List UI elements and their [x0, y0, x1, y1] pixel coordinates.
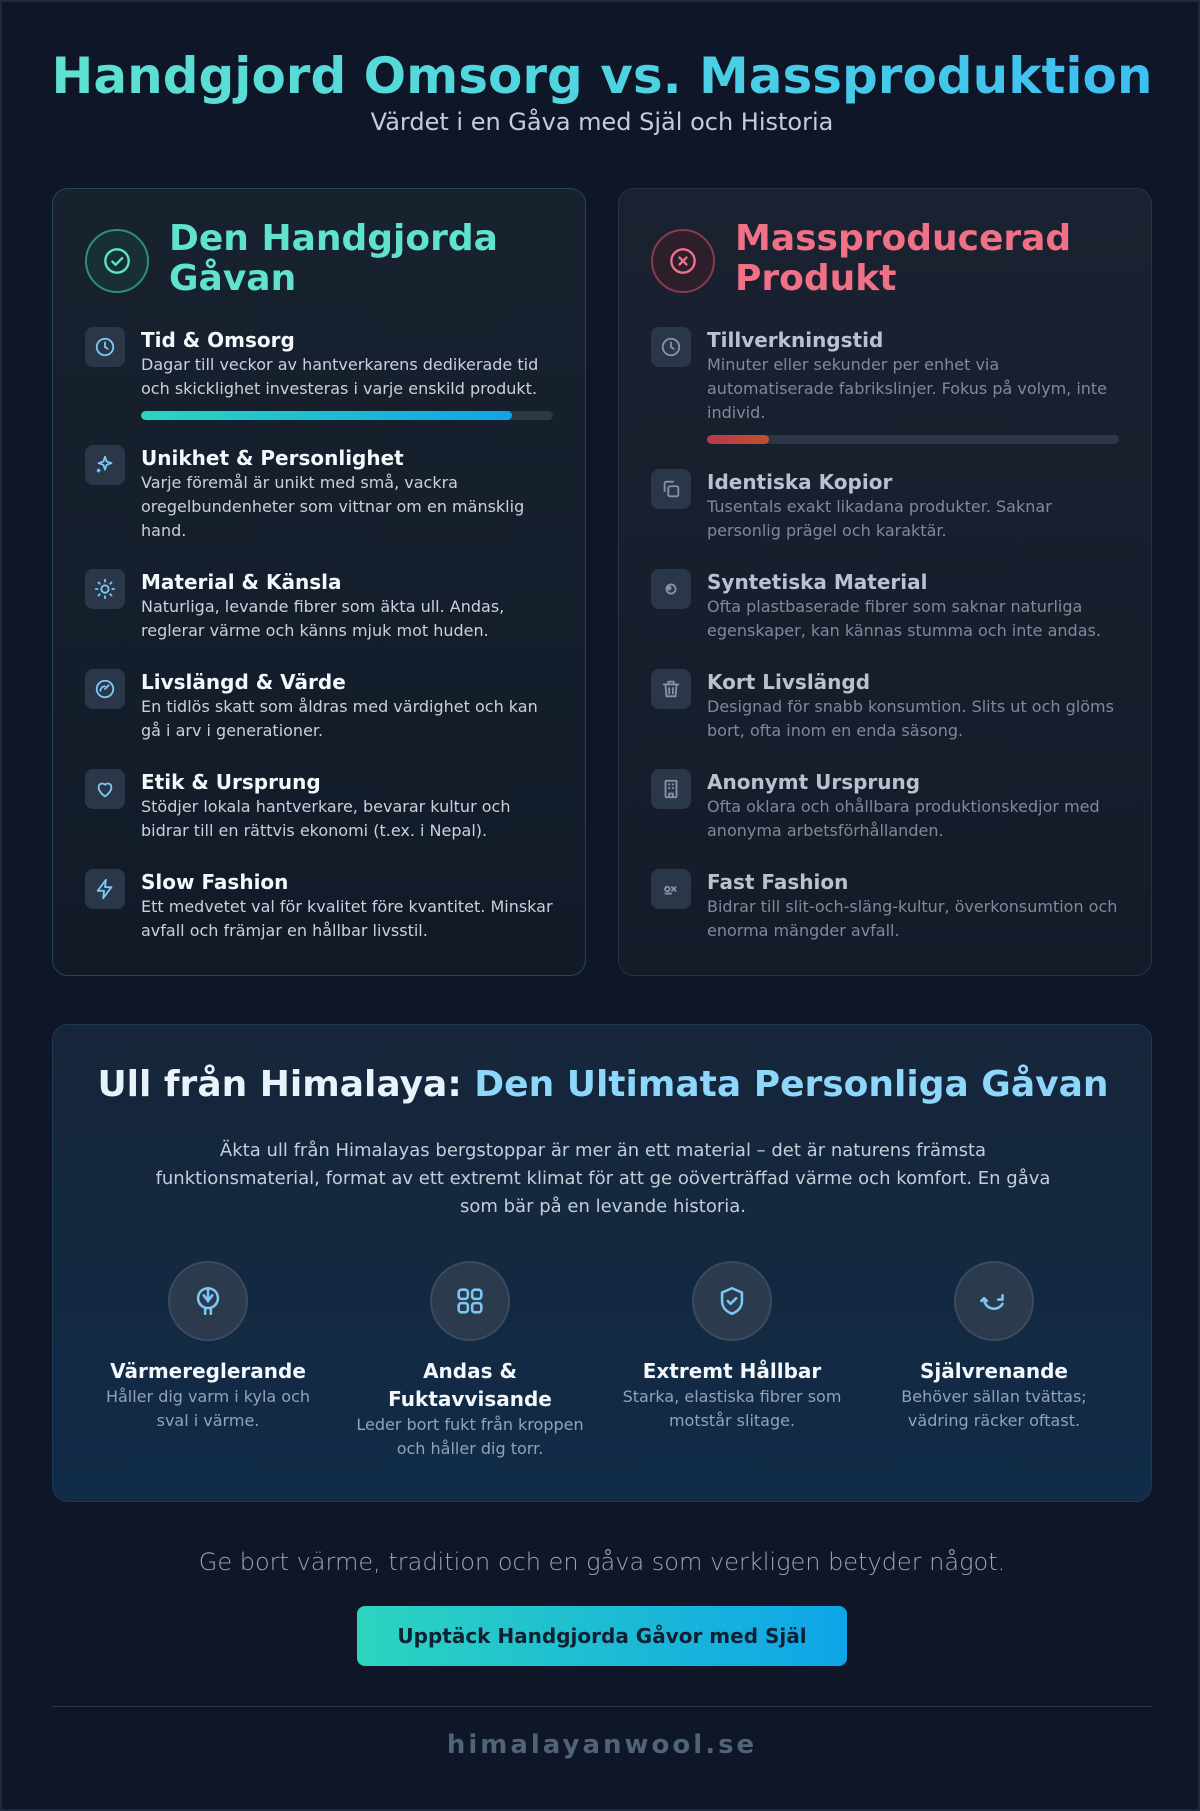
feature-title: Värmereglerande — [110, 1359, 306, 1383]
grid-icon — [430, 1261, 510, 1341]
himalaya-title-part2: Den Ultimata Personliga Gåvan — [474, 1064, 1109, 1105]
item-title: Unikhet & Personlighet — [141, 446, 404, 470]
sun-icon — [85, 569, 125, 609]
feature-text: Behöver sällan tvättas; vädring räcker oftast. — [901, 1387, 1087, 1430]
feature-durable — [612, 1261, 852, 1433]
feature-breathable — [350, 1261, 590, 1461]
copy-icon — [651, 469, 691, 509]
shield-check-icon — [692, 1261, 772, 1341]
item-title: Syntetiska Material — [707, 570, 928, 594]
x-circle-icon — [651, 229, 715, 293]
progress-bar — [141, 411, 553, 420]
item-title: Tillverkningstid — [707, 328, 884, 352]
feature-title: Självrenande — [920, 1359, 1068, 1383]
item-title: Etik & Ursprung — [141, 770, 321, 794]
discover-gifts-button[interactable]: Upptäck Handgjorda Gåvor med Själ — [357, 1606, 847, 1666]
refresh-icon — [954, 1261, 1034, 1341]
sparkles-icon — [85, 445, 125, 485]
page-title: Handgjord Omsorg vs. Massproduktion — [2, 46, 1200, 106]
clock-icon — [85, 327, 125, 367]
item-text: En tidlös skatt som åldras med värdighet och kan gå i arv i generationer. — [141, 697, 538, 740]
handmade-card — [52, 188, 586, 976]
page-subtitle: Värdet i en Gåva med Själ och Historia — [370, 108, 834, 136]
progress-fill — [141, 411, 512, 420]
trash-icon — [651, 669, 691, 709]
feature-thermo — [88, 1261, 328, 1433]
gauge-icon — [85, 669, 125, 709]
droplet-icon — [651, 569, 691, 609]
item-text: Ett medvetet val för kvalitet före kvantitet. Minskar avfall och främjar en hållbar livsstil. — [141, 897, 553, 940]
footer-divider — [52, 1706, 1152, 1707]
feature-title: Andas & Fuktavvisande — [388, 1359, 552, 1411]
progress-bar — [707, 435, 1119, 444]
item-text: Naturliga, levande fibrer som äkta ull. Andas, reglerar värme och känns mjuk mot huden. — [141, 597, 505, 640]
progress-fill — [707, 435, 769, 444]
item-text: Bidrar till slit-och-släng-kultur, överkonsumtion och enorma mängder avfall. — [707, 897, 1118, 940]
himalaya-title-part1: Ull från Himalaya: — [97, 1064, 475, 1105]
cta-tagline: Ge bort värme, tradition och en gåva som verkligen betyder något. — [198, 1548, 1006, 1576]
item-title: Fast Fashion — [707, 870, 849, 894]
clock-icon — [651, 327, 691, 367]
item-text: Stödjer lokala hantverkare, bevarar kultur och bidrar till en rättvis ekonomi (t.ex. i Nepal). — [141, 797, 511, 840]
bolt-icon — [85, 869, 125, 909]
mass-card-title: Massproducerad Produkt — [735, 218, 1072, 299]
item-text: Varje föremål är unikt med små, vackra oregelbundenheter som vittnar om en mänsklig hand. — [141, 473, 525, 540]
item-title: Anonymt Ursprung — [707, 770, 921, 794]
handmade-card-title: Den Handgjorda Gåvan — [169, 218, 498, 299]
item-text: Minuter eller sekunder per enhet via automatiserade fabrikslinjer. Fokus på volym, inte individ. — [707, 355, 1108, 422]
item-title: Kort Livslängd — [707, 670, 871, 694]
himalaya-section — [52, 1024, 1152, 1502]
thermometer-icon — [168, 1261, 248, 1341]
feature-text: Håller dig varm i kyla och sval i värme. — [105, 1387, 311, 1430]
feature-text: Starka, elastiska fibrer som motstår slitage. — [622, 1387, 842, 1430]
feature-title: Extremt Hållbar — [642, 1359, 822, 1383]
item-text: Designad för snabb konsumtion. Slits ut och glöms bort, ofta inom en enda säsong. — [707, 697, 1114, 740]
building-icon — [651, 769, 691, 809]
item-title: Material & Känsla — [141, 570, 342, 594]
himalaya-title — [53, 1063, 1153, 1107]
himalaya-description: Äkta ull från Himalayas bergstoppar är mer än ett material – det är naturens främsta funktionsmaterial, format av ett extremt klimat för att ge oöverträffad värme och komfort. En gåva som bär på en levande historia. — [155, 1140, 1051, 1217]
feature-text: Leder bort fukt från kroppen och håller dig torr. — [356, 1415, 584, 1458]
footer-brand: himalayanwool.se — [446, 1730, 758, 1760]
feature-self-cleaning — [874, 1261, 1114, 1433]
item-text: Tusentals exakt likadana produkter. Saknar personlig prägel och karaktär. — [707, 497, 1052, 540]
item-title: Tid & Omsorg — [141, 328, 295, 352]
recycle-icon — [651, 869, 691, 909]
mass-card — [618, 188, 1152, 976]
item-text: Ofta plastbaserade fibrer som saknar naturliga egenskaper, kan kännas stumma och inte andas. — [707, 597, 1101, 640]
item-text: Dagar till veckor av hantverkarens dedikerade tid och skicklighet investeras i varje enskild produkt. — [141, 355, 539, 398]
item-title: Livslängd & Värde — [141, 670, 346, 694]
heart-icon — [85, 769, 125, 809]
item-title: Slow Fashion — [141, 870, 289, 894]
check-circle-icon — [85, 229, 149, 293]
item-text: Ofta oklara och ohållbara produktionskedjor med anonyma arbetsförhållanden. — [707, 797, 1100, 840]
item-title: Identiska Kopior — [707, 470, 893, 494]
